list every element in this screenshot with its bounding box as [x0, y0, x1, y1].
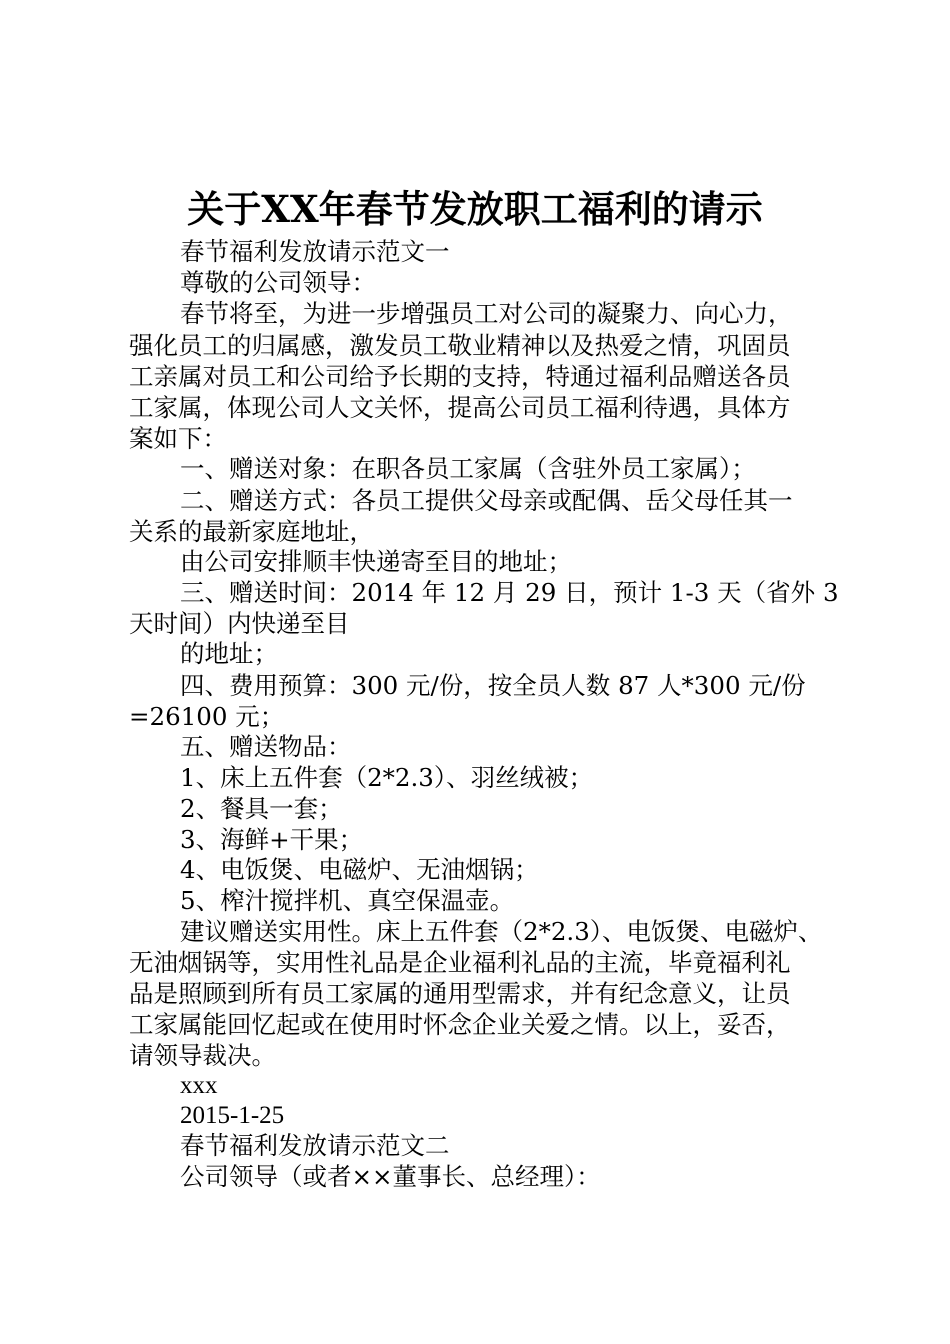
- paragraph-line: 无油烟锅等，实用性礼品是企业福利礼品的主流，毕竟福利礼: [129, 948, 791, 977]
- salutation: 尊敬的公司领导：: [180, 268, 376, 297]
- paragraph-line: 请领导裁决。: [129, 1041, 276, 1070]
- gift-item: 5、榨汁搅拌机、真空保温壶。: [180, 886, 515, 915]
- gift-item: 3、海鲜+干果；: [180, 825, 364, 854]
- paragraph-line: 品是照顾到所有员工家属的通用型需求，并有纪念意义，让员: [129, 979, 791, 1008]
- list-item-continued: =26100 元；: [129, 702, 285, 731]
- list-item-continued: 由公司安排顺丰快递寄至目的地址；: [180, 547, 572, 576]
- signature: xxx: [180, 1072, 218, 1099]
- list-item: 三、赠送时间：2014 年 12 月 29 日，预计 1-3 天（省外 3: [180, 578, 839, 607]
- paragraph-line: 工家属能回忆起或在使用时怀念企业关爱之情。以上，妥否，: [129, 1010, 791, 1039]
- list-item-continued: 关系的最新家庭地址，: [129, 517, 374, 546]
- paragraph-line: 强化员工的归属感，激发员工敬业精神以及热爱之情，巩固员: [129, 331, 791, 360]
- paragraph-line: 工亲属对员工和公司给予长期的支持，特通过福利品赠送各员: [129, 362, 791, 391]
- list-item: 五、赠送物品：: [180, 732, 352, 761]
- signature-date: 2015-1-25: [180, 1102, 285, 1129]
- list-item-continued: 天时间）内快递至目: [129, 609, 350, 638]
- paragraph-line: 建议赠送实用性。床上五件套（2*2.3）、电饭煲、电磁炉、: [180, 917, 823, 946]
- gift-item: 2、餐具一套；: [180, 794, 343, 823]
- gift-item: 4、电饭煲、电磁炉、无油烟锅；: [180, 855, 539, 884]
- list-item: 四、费用预算：300 元/份，按全员人数 87 人*300 元/份: [180, 671, 806, 700]
- list-item: 二、赠送方式：各员工提供父母亲或配偶、岳父母任其一: [180, 486, 793, 515]
- section-heading-2: 春节福利发放请示范文二: [180, 1131, 450, 1160]
- paragraph-line: 春节将至，为进一步增强员工对公司的凝聚力、向心力，: [180, 299, 793, 328]
- salutation: 公司领导（或者××董事长、总经理）：: [180, 1162, 601, 1191]
- document-title: 关于XX年春节发放职工福利的请示: [187, 187, 763, 231]
- list-item-continued: 的地址；: [180, 639, 278, 668]
- list-item: 一、赠送对象：在职各员工家属（含驻外员工家属）；: [180, 454, 756, 483]
- paragraph-line: 案如下：: [129, 424, 227, 453]
- paragraph-line: 工家属，体现公司人文关怀，提高公司员工福利待遇，具体方: [129, 393, 791, 422]
- gift-item: 1、床上五件套（2*2.3）、羽丝绒被；: [180, 763, 594, 792]
- section-heading-1: 春节福利发放请示范文一: [180, 237, 450, 266]
